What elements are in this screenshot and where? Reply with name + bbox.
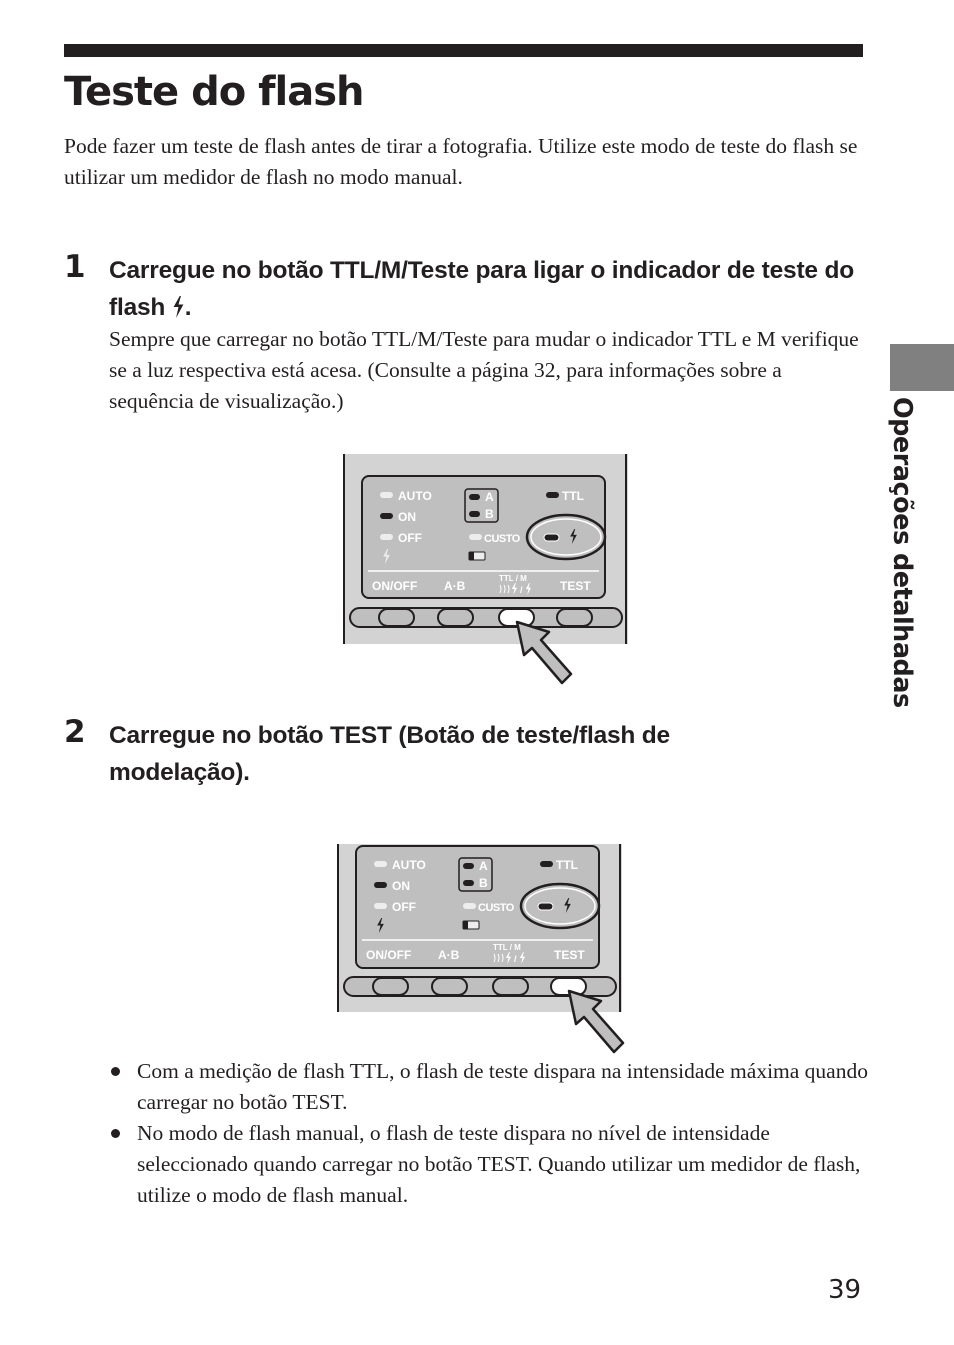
- b-label: B: [485, 507, 494, 521]
- intro-paragraph: Pode fazer um teste de flash antes de tirar a fotografia. Utilize este modo de teste do flash se utilizar um medidor de flash no modo manual.: [64, 134, 858, 189]
- ttl-m-label: TTL / M: [499, 574, 527, 583]
- svg-text:/: /: [514, 954, 517, 964]
- step-1-heading: [109, 252, 869, 326]
- notes-list: [109, 1056, 869, 1211]
- list-item: No modo de flash manual, o flash de teste dispara no nível de intensidade seleccionado quando carregar no botão TEST. Quando utilizar um medidor de flash, utilize o modo de flash manual.: [109, 1118, 869, 1211]
- a-led: [463, 863, 474, 869]
- ab-button[interactable]: [438, 609, 473, 626]
- a-led: [469, 494, 480, 500]
- ttl-label: TTL: [556, 858, 578, 872]
- ttl-led: [540, 861, 553, 867]
- section-tab: [890, 344, 954, 391]
- on-label: ON: [392, 879, 410, 893]
- custom-label: CUSTO: [478, 902, 514, 914]
- off-label: OFF: [398, 531, 422, 545]
- a-label: A: [479, 859, 488, 873]
- test-mode-led: [538, 903, 553, 910]
- flash-icon: [172, 296, 185, 318]
- section-tab-label: Operações detalhadas: [887, 397, 917, 708]
- on-led: [374, 882, 387, 888]
- step-1-heading-text: Carregue no botão TTL/M/Teste para ligar o indicador de teste do flash: [109, 257, 854, 321]
- auto-led: [374, 861, 387, 867]
- a-label: A: [485, 490, 494, 504]
- b-label: B: [479, 876, 488, 890]
- list-item: Com a medição de flash TTL, o flash de teste dispara na intensidade máxima quando carregar no botão TEST.: [109, 1056, 869, 1118]
- page-title: Teste do flash: [64, 69, 364, 115]
- auto-led: [380, 492, 393, 498]
- ab-label: A·B: [444, 579, 466, 593]
- ttl-m-label: TTL / M: [493, 943, 521, 952]
- on-off-button[interactable]: [379, 609, 414, 626]
- custom-led: [463, 903, 476, 909]
- custom-label: CUSTO: [484, 533, 520, 545]
- page-number: 39: [828, 1275, 862, 1305]
- off-label: OFF: [392, 900, 416, 914]
- test-button[interactable]: [557, 609, 592, 626]
- step-1-heading-end: .: [184, 294, 192, 321]
- flash-panel-figure-1: [342, 452, 632, 687]
- test-label: TEST: [560, 579, 591, 593]
- off-led: [380, 534, 393, 540]
- ttl-label: TTL: [562, 489, 584, 503]
- off-led: [374, 903, 387, 909]
- b-led: [463, 880, 474, 886]
- test-mode-highlight: [521, 884, 599, 928]
- custom-led: [469, 534, 482, 540]
- top-rule: [64, 44, 863, 57]
- step-2-number: 2: [64, 714, 86, 750]
- b-led: [469, 511, 480, 517]
- auto-label: AUTO: [398, 489, 432, 503]
- ttl-m-button[interactable]: [493, 978, 528, 995]
- step-1-body: Sempre que carregar no botão TTL/M/Teste para mudar o indicador TTL e M verifique se a luz respectiva está acesa. (Consulte a página 32, para informações sobre a sequência de visualização.): [109, 327, 859, 413]
- test-mode-highlight: [527, 515, 605, 559]
- on-off-label: ON/OFF: [372, 579, 418, 593]
- ab-label: A·B: [438, 948, 460, 962]
- ttl-led: [546, 492, 559, 498]
- test-mode-led: [544, 534, 559, 541]
- ab-button[interactable]: [432, 978, 467, 995]
- auto-label: AUTO: [392, 858, 426, 872]
- svg-text:/: /: [520, 585, 523, 595]
- step-1-number: 1: [64, 249, 86, 285]
- step-2-heading: Carregue no botão TEST (Botão de teste/flash de modelação).: [109, 722, 670, 786]
- test-label: TEST: [554, 948, 585, 962]
- on-off-label: ON/OFF: [366, 948, 412, 962]
- on-off-button[interactable]: [373, 978, 408, 995]
- flash-panel-figure-2: [336, 842, 626, 1054]
- on-led: [380, 513, 393, 519]
- on-label: ON: [398, 510, 416, 524]
